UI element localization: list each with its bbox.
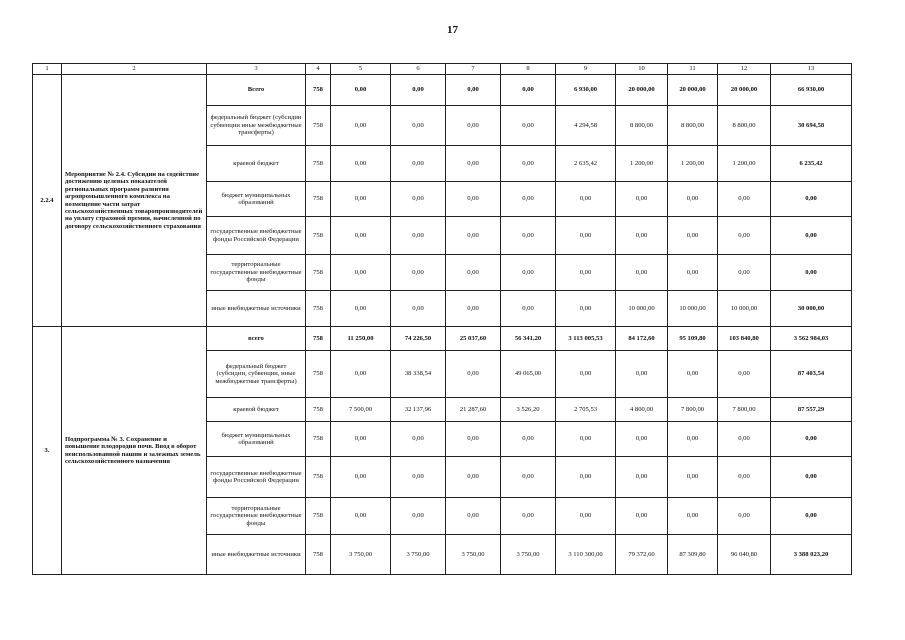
total-cell: 0,00	[771, 457, 852, 498]
budget-code: 758	[306, 498, 331, 535]
value-cell: 0,00	[331, 291, 391, 327]
value-cell: 0,00	[446, 457, 501, 498]
column-header: 2	[62, 64, 207, 75]
value-cell: 10 000,00	[616, 291, 668, 327]
value-cell: 0,00	[668, 422, 718, 457]
funding-source: краевой бюджет	[207, 146, 306, 182]
value-cell: 0,00	[331, 422, 391, 457]
value-cell: 0,00	[556, 255, 616, 291]
value-cell: 0,00	[501, 106, 556, 146]
column-header: 3	[207, 64, 306, 75]
budget-table	[32, 63, 852, 575]
column-header: 12	[718, 64, 771, 75]
value-cell: 0,00	[391, 182, 446, 217]
value-cell: 0,00	[391, 291, 446, 327]
value-cell: 1 200,00	[718, 146, 771, 182]
value-cell: 0,00	[501, 146, 556, 182]
budget-code: 758	[306, 75, 331, 106]
value-cell: 0,00	[331, 255, 391, 291]
value-cell: 0,00	[616, 182, 668, 217]
funding-source: Всего	[207, 75, 306, 106]
budget-code: 758	[306, 106, 331, 146]
value-cell: 0,00	[391, 255, 446, 291]
value-cell: 74 226,50	[391, 327, 446, 351]
value-cell: 6 930,00	[556, 75, 616, 106]
section-title: Мероприятие № 2.4. Субсидии на содействие достижению целевых показателей региональных программ развития агропромышленного комплекса на возмещение части затрат сельскохозяйственных товаропроизводителей на уплату страховой премии, начисленной по договору сельскохозяйственного страхования	[62, 75, 207, 327]
column-header: 6	[391, 64, 446, 75]
value-cell: 0,00	[556, 498, 616, 535]
budget-code: 758	[306, 535, 331, 575]
value-cell: 0,00	[501, 291, 556, 327]
value-cell: 49 065,00	[501, 351, 556, 398]
value-cell: 0,00	[331, 498, 391, 535]
budget-code: 758	[306, 422, 331, 457]
column-header: 5	[331, 64, 391, 75]
column-header: 13	[771, 64, 852, 75]
value-cell: 0,00	[391, 422, 446, 457]
value-cell: 3 750,00	[446, 535, 501, 575]
value-cell: 95 109,80	[668, 327, 718, 351]
value-cell: 0,00	[668, 498, 718, 535]
funding-source: всего	[207, 327, 306, 351]
column-header: 9	[556, 64, 616, 75]
value-cell: 0,00	[718, 217, 771, 255]
value-cell: 0,00	[446, 106, 501, 146]
value-cell: 0,00	[501, 75, 556, 106]
total-cell: 30 694,58	[771, 106, 852, 146]
value-cell: 0,00	[331, 106, 391, 146]
total-cell: 0,00	[771, 498, 852, 535]
value-cell: 7 800,00	[718, 398, 771, 422]
value-cell: 0,00	[556, 351, 616, 398]
total-cell: 87 403,54	[771, 351, 852, 398]
budget-code: 758	[306, 255, 331, 291]
column-header: 7	[446, 64, 501, 75]
value-cell: 0,00	[718, 422, 771, 457]
value-cell: 0,00	[391, 217, 446, 255]
value-cell: 10 000,00	[718, 291, 771, 327]
funding-source: государственные внебюджетные фонды Российской Федерации	[207, 457, 306, 498]
table-row	[33, 75, 852, 106]
value-cell: 1 200,00	[668, 146, 718, 182]
value-cell: 96 040,80	[718, 535, 771, 575]
total-cell: 0,00	[771, 217, 852, 255]
value-cell: 0,00	[668, 217, 718, 255]
value-cell: 0,00	[668, 351, 718, 398]
total-cell: 87 557,29	[771, 398, 852, 422]
value-cell: 0,00	[331, 75, 391, 106]
value-cell: 10 000,00	[668, 291, 718, 327]
funding-source: краевой бюджет	[207, 398, 306, 422]
funding-source: федеральный бюджет (субсидии субвенции иные межбюджетные трансферты)	[207, 106, 306, 146]
value-cell: 3 113 005,53	[556, 327, 616, 351]
value-cell: 0,00	[501, 457, 556, 498]
table-row	[33, 327, 852, 351]
total-cell: 0,00	[771, 182, 852, 217]
value-cell: 20 000,00	[616, 75, 668, 106]
value-cell: 0,00	[616, 351, 668, 398]
value-cell: 4 800,00	[616, 398, 668, 422]
value-cell: 7 800,00	[668, 398, 718, 422]
value-cell: 0,00	[718, 351, 771, 398]
value-cell: 56 341,20	[501, 327, 556, 351]
value-cell: 7 500,00	[331, 398, 391, 422]
value-cell: 0,00	[668, 255, 718, 291]
budget-code: 758	[306, 457, 331, 498]
value-cell: 0,00	[446, 351, 501, 398]
funding-source: территориальные государственные внебюджетные фонды	[207, 498, 306, 535]
value-cell: 0,00	[556, 182, 616, 217]
funding-source: иные внебюджетные источники	[207, 291, 306, 327]
value-cell: 0,00	[446, 217, 501, 255]
value-cell: 2 705,53	[556, 398, 616, 422]
value-cell: 1 200,00	[616, 146, 668, 182]
value-cell: 0,00	[501, 217, 556, 255]
value-cell: 84 172,60	[616, 327, 668, 351]
column-header: 10	[616, 64, 668, 75]
value-cell: 0,00	[616, 255, 668, 291]
value-cell: 0,00	[718, 498, 771, 535]
value-cell: 0,00	[331, 146, 391, 182]
total-cell: 0,00	[771, 422, 852, 457]
value-cell: 0,00	[668, 457, 718, 498]
value-cell: 2 635,42	[556, 146, 616, 182]
total-cell: 3 388 023,20	[771, 535, 852, 575]
value-cell: 38 338,54	[391, 351, 446, 398]
value-cell: 0,00	[616, 422, 668, 457]
value-cell: 0,00	[331, 457, 391, 498]
value-cell: 0,00	[331, 217, 391, 255]
value-cell: 0,00	[616, 498, 668, 535]
funding-source: иные внебюджетные источники	[207, 535, 306, 575]
funding-source: территориальные государственные внебюджетные фонды	[207, 255, 306, 291]
value-cell: 0,00	[391, 498, 446, 535]
value-cell: 0,00	[446, 255, 501, 291]
value-cell: 0,00	[446, 498, 501, 535]
value-cell: 3 526,20	[501, 398, 556, 422]
value-cell: 11 250,00	[331, 327, 391, 351]
value-cell: 79 372,60	[616, 535, 668, 575]
funding-source: государственные внебюджетные фонды Российской Федерации	[207, 217, 306, 255]
budget-code: 758	[306, 351, 331, 398]
value-cell: 0,00	[556, 291, 616, 327]
value-cell: 0,00	[616, 217, 668, 255]
value-cell: 0,00	[501, 422, 556, 457]
budget-code: 758	[306, 182, 331, 217]
value-cell: 0,00	[391, 146, 446, 182]
value-cell: 8 800,00	[616, 106, 668, 146]
total-cell: 30 000,00	[771, 291, 852, 327]
value-cell: 0,00	[501, 255, 556, 291]
column-header: 11	[668, 64, 718, 75]
value-cell: 3 750,00	[391, 535, 446, 575]
value-cell: 0,00	[446, 422, 501, 457]
value-cell: 103 840,80	[718, 327, 771, 351]
value-cell: 0,00	[331, 351, 391, 398]
value-cell: 0,00	[718, 457, 771, 498]
value-cell: 8 800,00	[718, 106, 771, 146]
section-title: Подпрограмма № 3. Сохранение и повышение плодородия почв. Ввод в оборот неиспользованной пашни и залежных земель сельскохозяйственного назначения	[62, 327, 207, 575]
column-header: 8	[501, 64, 556, 75]
value-cell: 32 137,96	[391, 398, 446, 422]
value-cell: 0,00	[391, 106, 446, 146]
value-cell: 0,00	[331, 182, 391, 217]
value-cell: 0,00	[446, 146, 501, 182]
value-cell: 0,00	[718, 255, 771, 291]
budget-code: 758	[306, 146, 331, 182]
funding-source: бюджет муниципальных образований	[207, 422, 306, 457]
value-cell: 0,00	[718, 182, 771, 217]
budget-code: 758	[306, 291, 331, 327]
budget-code: 758	[306, 398, 331, 422]
value-cell: 0,00	[501, 182, 556, 217]
total-cell: 3 562 984,03	[771, 327, 852, 351]
column-header: 1	[33, 64, 62, 75]
page-number: 17	[447, 24, 458, 36]
funding-source: федеральный бюджет (субсидии, субвенции, иные межбюджетные трансферты)	[207, 351, 306, 398]
value-cell: 21 287,60	[446, 398, 501, 422]
column-header: 4	[306, 64, 331, 75]
total-cell: 6 235,42	[771, 146, 852, 182]
value-cell: 87 309,80	[668, 535, 718, 575]
value-cell: 3 110 300,00	[556, 535, 616, 575]
section-number: 3.	[33, 327, 62, 575]
value-cell: 0,00	[446, 75, 501, 106]
value-cell: 25 037,60	[446, 327, 501, 351]
funding-source: бюджет муниципальных образований	[207, 182, 306, 217]
value-cell: 0,00	[556, 217, 616, 255]
value-cell: 0,00	[446, 182, 501, 217]
value-cell: 20 000,00	[668, 75, 718, 106]
value-cell: 3 750,00	[501, 535, 556, 575]
value-cell: 0,00	[391, 75, 446, 106]
budget-code: 758	[306, 327, 331, 351]
value-cell: 0,00	[616, 457, 668, 498]
total-cell: 66 930,00	[771, 75, 852, 106]
value-cell: 0,00	[668, 182, 718, 217]
value-cell: 4 294,58	[556, 106, 616, 146]
value-cell: 0,00	[556, 422, 616, 457]
budget-code: 758	[306, 217, 331, 255]
value-cell: 20 000,00	[718, 75, 771, 106]
value-cell: 8 800,00	[668, 106, 718, 146]
value-cell: 0,00	[556, 457, 616, 498]
section-number: 2.2.4	[33, 75, 62, 327]
value-cell: 0,00	[446, 291, 501, 327]
value-cell: 3 750,00	[331, 535, 391, 575]
value-cell: 0,00	[391, 457, 446, 498]
total-cell: 0,00	[771, 255, 852, 291]
value-cell: 0,00	[501, 498, 556, 535]
header-row	[33, 64, 852, 75]
